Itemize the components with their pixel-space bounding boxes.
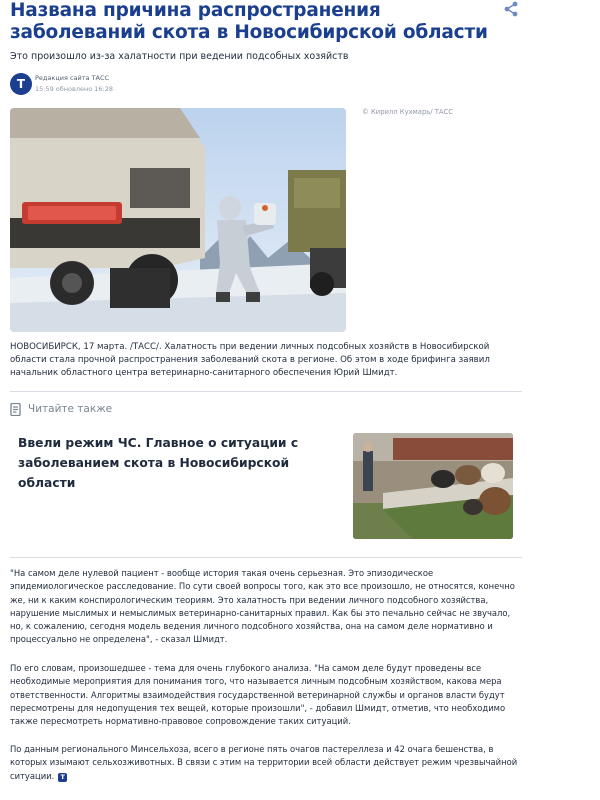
divider	[10, 391, 522, 392]
article-paragraph-text: По данным регионального Минсельхоза, всего в регионе пять очагов пастереллеза и 42 очага бешенства, в которых изымают сельхозживотных. В связи с этим на территории всей области действует режим чрезвычайной ситуации.	[10, 744, 518, 781]
article-headline: Названа причина распространения заболеваний скота в Новосибирской области	[10, 0, 488, 43]
divider	[10, 557, 522, 558]
article-paragraph	[10, 743, 522, 783]
photo-illustration	[10, 108, 346, 332]
see-also-label: Читайте также	[28, 403, 113, 415]
share-icon[interactable]	[502, 0, 520, 18]
photo-credit: © Кирилл Кухмарь/ ТАСС	[362, 108, 454, 116]
article-paragraph: "На самом деле нулевой пациент - вообще история такая очень серьезная. Это эпизодическое эпидемиологическое расследование. По сути своей вопросы того, как это все произошло, не относятся, конечно же, ни к каким конспирологическим теориям. Это халатность при ведении личного подсобного хозяйства, нарушение мыслимых и немыслимых ветеринарно-санитарных правил. Как бы это печально сейчас не звучало, но, к сожалению, сегодня модель ведения личного подсобного хозяйства, она на самом деле нормативно и процессуально не определена", - сказал Шмидт.	[10, 568, 515, 645]
article-lead	[10, 341, 520, 380]
author-block	[10, 73, 310, 97]
lead-text: Халатность при ведении личных подсобных хозяйств в Новосибирской области стала прочной распространения заболеваний скота в регионе. Об этом в ходе брифинга заявил начальник областного центра ветеринарно-санитарного обеспечения Юрий Шмидт.	[10, 342, 490, 378]
related-article-thumbnail[interactable]	[353, 433, 513, 539]
author-name[interactable]: Редакция сайта ТАСС	[35, 74, 110, 82]
lead-dateline: НОВОСИБИРСК, 17 марта. /ТАСС/.	[10, 342, 162, 352]
related-article-link[interactable]: Ввели режим ЧС. Главное о ситуации с заболеванием скота в Новосибирской области	[18, 436, 299, 490]
document-icon	[10, 403, 22, 416]
see-also-header	[10, 402, 210, 418]
tass-logo-avatar[interactable]: Т	[10, 73, 32, 95]
article-paragraph: По его словам, произошедшее - тема для очень глубокого анализа. "На самом деле будут проведены все необходимые мероприятия для понимания того, что называется личным подсобным хозяйством, какова мера ответственности. Алгоритмы взаимодействия государственной ветеринарной службы и органов власти будут пересмотрены для недопущения тех вещей, которые произошли", - добавил Шмидт, отметив, что необходимо также пересмотреть нормативно-правовое сопровождение таких ситуаций.	[10, 663, 506, 727]
article-photo	[10, 108, 346, 332]
tass-end-mark: T	[58, 773, 67, 782]
related-thumbnail-illustration	[353, 433, 513, 539]
article-subtitle: Это произошло из-за халатности при ведении подсобных хозяйств	[10, 51, 349, 62]
publish-timestamp: 15:59 обновлено 16:28	[35, 85, 114, 93]
